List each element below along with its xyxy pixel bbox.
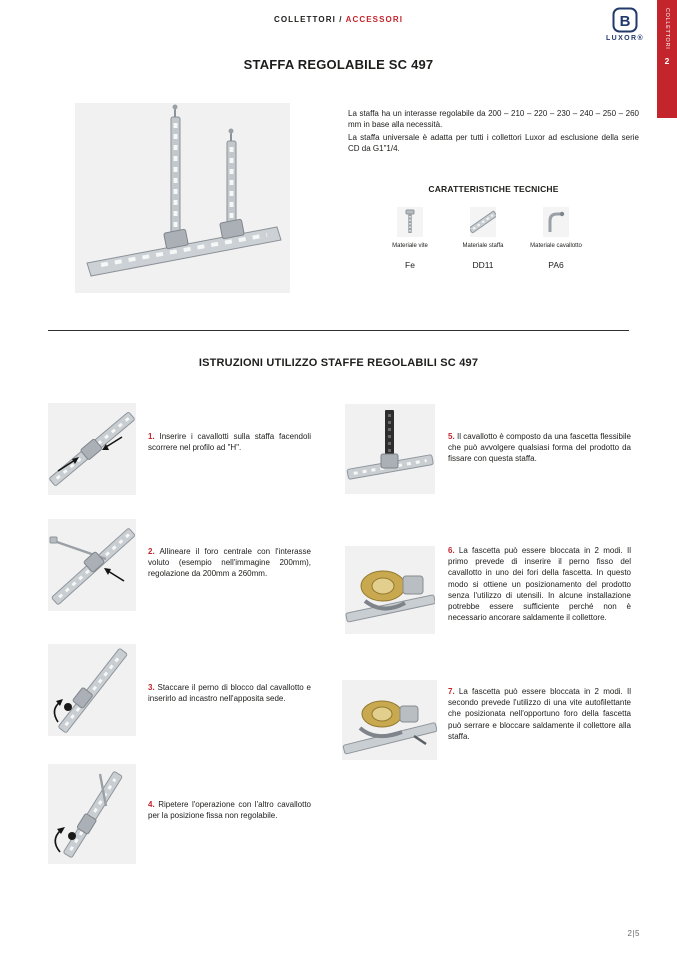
tech-section-title: CARATTERISTICHE TECNICHE (428, 184, 559, 194)
step-6-image (345, 546, 435, 634)
side-tab-label: COLLETTORI (664, 8, 670, 50)
step-body: La fascetta può essere bloccata in 2 modi. Il secondo prevede l'utilizzo di una vite autofilettante che posizionata nell'opportuno foro della fascetta può serrare e bloccare saldamente il collettore alla staffa. (448, 687, 631, 741)
spec-cavallotto (522, 207, 590, 270)
svg-text:B: B (619, 13, 631, 30)
breadcrumb-section: COLLETTORI / (273, 15, 343, 24)
step-body: Allineare il foro centrale con l'interasse voluto (esempio nell'immagine 200mm), regolazione da 200mm a 260mm. (148, 547, 312, 579)
step-body: La fascetta può essere bloccata in 2 modi. Il primo prevede di inserire il perno fisso del cavallotto in uno dei fori della fascetta. In questo modo si ottiene un posizionamento del prodotto senza l'utilizzo di utensili. In alcune installazione potrebbe essere sufficiente perché non è necessario ancorare saldamente il collettore. (448, 546, 631, 623)
intro-text (348, 108, 639, 154)
spec-vite (376, 207, 444, 270)
screw-icon (397, 207, 423, 237)
step-7-image (342, 680, 437, 760)
step-number: 4. (148, 800, 155, 809)
step-body: Staccare il perno di blocco dal cavallotto e inserirlo ad incastro nell'apposita sede. (148, 683, 311, 704)
page-title: STAFFA REGOLABILE SC 497 (243, 57, 434, 72)
brand-logo (603, 7, 647, 42)
step-4-text (148, 799, 311, 821)
step-body: Ripetere l'operazione con l'altro cavallotto per la posizione fissa non regolabile. (148, 800, 311, 821)
step-4-image (48, 764, 136, 864)
step-5-text (448, 431, 631, 465)
step-5-image (345, 404, 435, 494)
step-number: 2. (148, 547, 155, 556)
side-tab-number: 2 (664, 56, 670, 67)
page-number: 2|5 (627, 929, 640, 938)
spec-value: DD11 (472, 260, 494, 270)
step-2-text (148, 546, 311, 580)
luxor-logo-icon (603, 7, 647, 33)
intro-paragraph-1: La staffa ha un interasse regolabile da 200 – 210 – 220 – 230 – 240 – 250 – 260 mm in base alla necessità. (348, 109, 639, 130)
step-number: 1. (148, 432, 155, 441)
step-body: Inserire i cavallotti sulla staffa facendoli scorrere nel profilo ad "H". (148, 432, 311, 453)
step-body: Il cavallotto è composto da una fascetta flessibile che può avvolgere qualsiasi forma del prodotto da fissare con questa staffa. (448, 432, 631, 464)
step-number: 3. (148, 683, 155, 692)
step-6-text (448, 545, 631, 623)
spec-value: PA6 (548, 260, 564, 270)
step-1-text (148, 431, 311, 453)
clamp-icon (543, 207, 569, 237)
tech-specs (376, 207, 590, 270)
bracket-icon (470, 207, 496, 237)
section-divider (48, 330, 629, 331)
breadcrumb (0, 15, 677, 24)
spec-label: Materiale cavallotto (530, 243, 582, 249)
step-1-image (48, 403, 136, 495)
spec-staffa (449, 207, 517, 270)
step-3-text (148, 682, 311, 704)
spec-label: Materiale staffa (462, 243, 504, 249)
step-number: 5. (448, 432, 455, 441)
spec-value: Fe (405, 260, 415, 270)
step-2-image (48, 519, 136, 611)
brand-name: LUXOR® (605, 35, 645, 42)
spec-label: Materiale vite (392, 243, 428, 249)
step-number: 7. (448, 687, 455, 696)
intro-paragraph-2: La staffa universale è adatta per tutti i collettori Luxor ad esclusione della serie CD da G1"1/4. (348, 132, 639, 154)
step-3-image (48, 644, 136, 736)
step-7-text (448, 686, 631, 742)
breadcrumb-subsection: ACCESSORI (345, 15, 404, 24)
instructions-title: ISTRUZIONI UTILIZZO STAFFE REGOLABILI SC 497 (198, 357, 479, 369)
step-number: 6. (448, 546, 455, 555)
product-image (75, 103, 290, 293)
